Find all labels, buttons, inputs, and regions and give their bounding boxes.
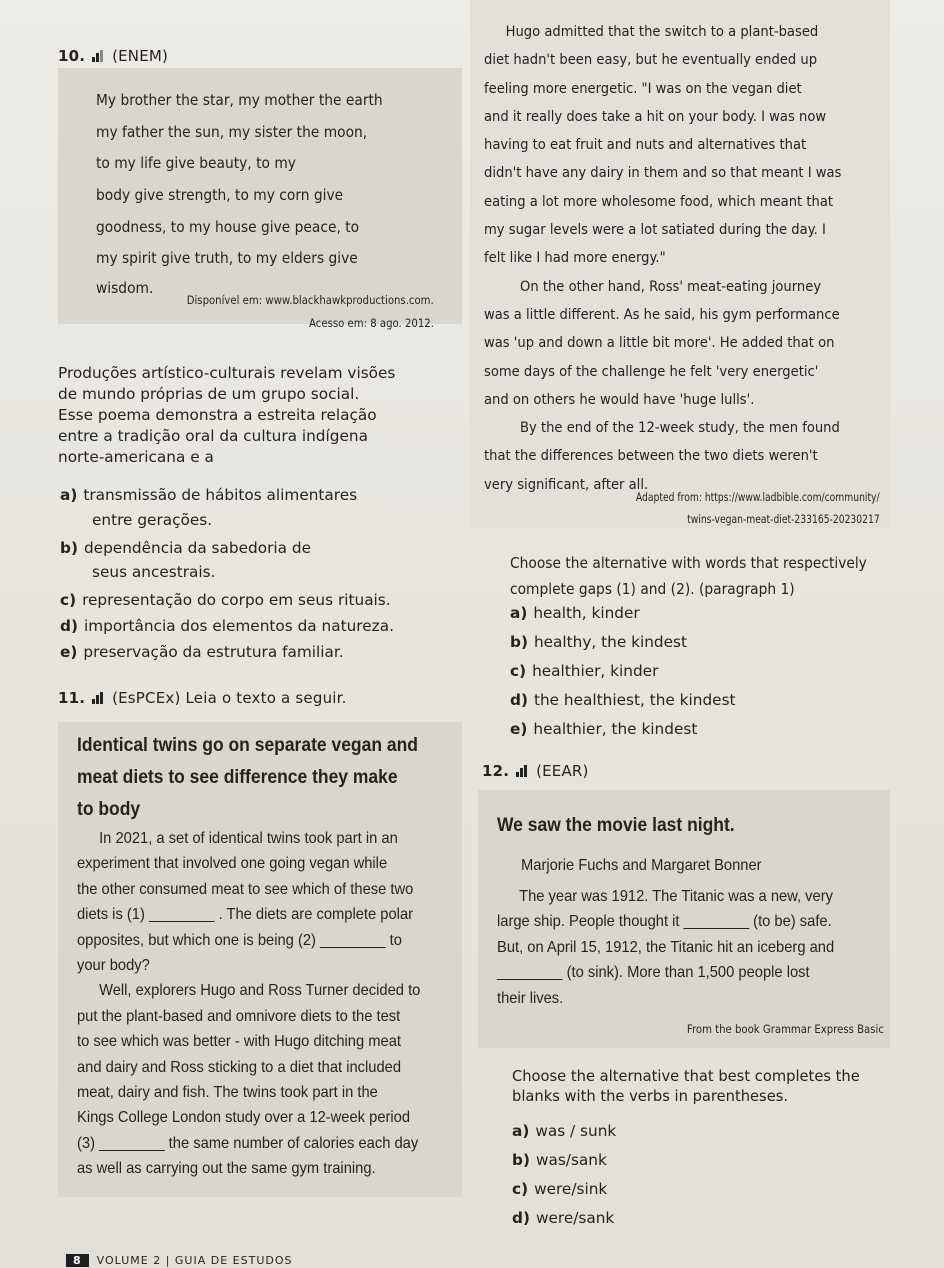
option-text: dependência da sabedoria de bbox=[83, 539, 311, 557]
text-line: On the other hand, Ross' meat-eating journey bbox=[520, 277, 822, 295]
poem-line: body give strength, to my corn give bbox=[96, 186, 344, 204]
option-b[interactable] bbox=[60, 539, 311, 557]
question-number: 11. bbox=[58, 689, 86, 707]
article-source: Adapted from: https://www.ladbible.com/community/ bbox=[636, 490, 880, 504]
difficulty-bars-icon bbox=[516, 765, 528, 777]
text-line: (3) ________ the same number of calories each day bbox=[77, 1134, 419, 1152]
text-line: Hugo admitted that the switch to a plant-based bbox=[505, 23, 819, 40]
option-text: was/sank bbox=[535, 1151, 607, 1169]
stem-line: de mundo próprias de um grupo social. bbox=[58, 385, 360, 403]
option-letter: b) bbox=[60, 539, 78, 557]
poem-line: my father the sun, my sister the moon, bbox=[96, 123, 368, 141]
grammar-authors: Marjorie Fuchs and Margaret Bonner bbox=[521, 857, 762, 874]
prompt-line: Choose the alternative with words that respectively bbox=[510, 554, 867, 572]
option-letter: c) bbox=[60, 591, 77, 609]
difficulty-bars-icon bbox=[92, 50, 104, 62]
question-number: 12. bbox=[482, 762, 510, 780]
text-line: was a little different. As he said, his gym performance bbox=[484, 305, 840, 323]
option-text: was / sunk bbox=[535, 1122, 617, 1140]
option-letter: b) bbox=[512, 1151, 530, 1169]
text-line: the other consumed meat to see which of these two bbox=[77, 880, 414, 898]
article-title bbox=[77, 730, 418, 826]
option-text: representação do corpo em seus rituais. bbox=[82, 591, 391, 609]
question-source: (EsPCEx) Leia o texto a seguir. bbox=[112, 689, 347, 707]
text-line: opposites, but which one is being (2) ________ to bbox=[77, 931, 402, 949]
question-10-stem bbox=[58, 364, 395, 469]
option-letter: d) bbox=[510, 691, 528, 709]
option-c[interactable] bbox=[60, 591, 391, 609]
option-c[interactable] bbox=[512, 1180, 607, 1198]
option-b[interactable] bbox=[512, 1151, 607, 1169]
option-letter: c) bbox=[512, 1180, 529, 1198]
text-line: my sugar levels were a lot satiated during the day. I bbox=[484, 221, 826, 239]
option-text: importância dos elementos da natureza. bbox=[83, 617, 394, 635]
poem-line: My brother the star, my mother the earth bbox=[96, 91, 383, 109]
option-letter: a) bbox=[60, 486, 78, 504]
text-line: didn't have any dairy in them and so that meant I was bbox=[484, 164, 842, 182]
option-letter: d) bbox=[60, 617, 78, 635]
article-text-left bbox=[77, 826, 420, 1182]
text-line: was 'up and down a little bit more'. He added that on bbox=[484, 334, 835, 352]
stem-line: Esse poema demonstra a estreita relação bbox=[58, 406, 377, 424]
question-12-header bbox=[482, 762, 589, 780]
text-line: their lives. bbox=[497, 989, 564, 1007]
poem-line: to my life give beauty, to my bbox=[96, 154, 296, 172]
question-number: 10. bbox=[58, 47, 86, 65]
question-11-prompt bbox=[510, 550, 867, 602]
stem-line: entre a tradição oral da cultura indígena bbox=[58, 427, 368, 445]
option-d[interactable] bbox=[510, 691, 736, 709]
text-line: very significant, after all. bbox=[484, 475, 649, 493]
option-text: preservação da estrutura familiar. bbox=[83, 643, 344, 661]
poem-line: wisdom. bbox=[96, 279, 154, 297]
question-source: (ENEM) bbox=[112, 47, 169, 65]
option-c[interactable] bbox=[510, 662, 658, 680]
title-line: to body bbox=[77, 799, 141, 820]
page-number: 8 bbox=[66, 1254, 89, 1267]
text-line: Kings College London study over a 12-week period bbox=[77, 1109, 411, 1127]
text-line: put the plant-based and omnivore diets to the test bbox=[77, 1007, 401, 1025]
question-source: (EEAR) bbox=[536, 762, 589, 780]
option-text: healthier, the kindest bbox=[533, 720, 698, 738]
grammar-title: We saw the movie last night. bbox=[497, 815, 735, 836]
option-a[interactable] bbox=[510, 604, 640, 622]
prompt-line: complete gaps (1) and (2). (paragraph 1) bbox=[510, 580, 795, 598]
option-letter: e) bbox=[60, 643, 78, 661]
poem-line: my spirit give truth, to my elders give bbox=[96, 249, 358, 267]
text-line: diet hadn't been easy, but he eventually ended up bbox=[484, 51, 818, 69]
page-footer bbox=[66, 1254, 293, 1267]
text-line: that the differences between the two diets weren't bbox=[484, 447, 818, 465]
text-line: to see which was better - with Hugo ditching meat bbox=[77, 1033, 401, 1051]
option-letter: e) bbox=[510, 720, 528, 738]
option-text: health, kinder bbox=[533, 604, 640, 622]
option-letter: c) bbox=[510, 662, 527, 680]
question-11-header bbox=[58, 689, 347, 707]
option-text: healthier, kinder bbox=[532, 662, 659, 680]
text-line: feeling more energetic. "I was on the vegan diet bbox=[484, 79, 802, 97]
text-line: and dairy and Ross sticking to a diet that included bbox=[77, 1058, 402, 1076]
difficulty-bars-icon bbox=[92, 692, 104, 704]
option-text: transmissão de hábitos alimentares bbox=[83, 486, 358, 504]
option-text: healthy, the kindest bbox=[533, 633, 688, 651]
option-e[interactable] bbox=[60, 643, 344, 661]
footer-text: VOLUME 2 | GUIA DE ESTUDOS bbox=[96, 1254, 293, 1267]
stem-line: norte-americana e a bbox=[58, 448, 214, 466]
text-line: By the end of the 12-week study, the men found bbox=[520, 419, 840, 437]
option-text: were/sank bbox=[535, 1209, 615, 1227]
prompt-line: Choose the alternative that best completes the bbox=[512, 1067, 860, 1085]
stem-line: Produções artístico-culturais revelam visões bbox=[58, 364, 396, 382]
text-line: meat, dairy and fish. The twins took part in the bbox=[77, 1084, 378, 1102]
question-10-header bbox=[58, 47, 168, 65]
option-a[interactable] bbox=[512, 1122, 616, 1140]
article-text-right bbox=[484, 18, 841, 499]
option-letter: d) bbox=[512, 1209, 530, 1227]
option-text: the healthiest, the kindest bbox=[533, 691, 736, 709]
grammar-source: From the book Grammar Express Basic bbox=[686, 1022, 884, 1036]
article-source-2: twins-vegan-meat-diet-233165-20230217 bbox=[687, 512, 880, 526]
prompt-line: blanks with the verbs in parentheses. bbox=[512, 1087, 789, 1105]
option-letter: b) bbox=[510, 633, 528, 651]
option-b-cont: seus ancestrais. bbox=[92, 563, 216, 581]
option-d[interactable] bbox=[512, 1209, 614, 1227]
text-line: felt like I had more energy." bbox=[484, 249, 666, 267]
text-line: experiment that involved one going vegan while bbox=[77, 855, 388, 873]
option-a-cont: entre gerações. bbox=[92, 511, 213, 529]
option-text: were/sink bbox=[534, 1180, 608, 1198]
poem-access-date: Acesso em: 8 ago. 2012. bbox=[309, 316, 434, 330]
option-e[interactable] bbox=[510, 720, 697, 738]
text-line: your body? bbox=[77, 957, 150, 975]
option-letter: a) bbox=[512, 1122, 530, 1140]
option-d[interactable] bbox=[60, 617, 394, 635]
text-line: diets is (1) ________ . The diets are complete polar bbox=[77, 906, 414, 924]
option-letter: a) bbox=[510, 604, 528, 622]
option-b[interactable] bbox=[510, 633, 687, 651]
text-line: and on others he would have 'huge lulls'. bbox=[484, 390, 755, 408]
text-line: Well, explorers Hugo and Ross Turner decided to bbox=[99, 982, 421, 1000]
poem-source: Disponível em: www.blackhawkproductions.com. bbox=[186, 293, 434, 307]
title-line: meat diets to see difference they make bbox=[77, 767, 398, 788]
text-line: eating a lot more wholesome food, which meant that bbox=[484, 192, 834, 210]
text-line: as well as carrying out the same gym training. bbox=[77, 1160, 376, 1178]
option-a[interactable] bbox=[60, 486, 357, 504]
text-line: ________ (to sink). More than 1,500 people lost bbox=[497, 964, 810, 982]
grammar-text bbox=[497, 884, 834, 1011]
text-line: But, on April 15, 1912, the Titanic hit an iceberg and bbox=[497, 938, 835, 956]
text-line: having to eat fruit and nuts and alternatives that bbox=[484, 136, 807, 154]
poem-line: goodness, to my house give peace, to bbox=[96, 218, 360, 236]
text-line: large ship. People thought it ________ (to be) safe. bbox=[497, 913, 832, 931]
text-line: some days of the challenge he felt 'very energetic' bbox=[484, 362, 819, 380]
text-line: The year was 1912. The Titanic was a new, very bbox=[519, 888, 834, 905]
title-line: Identical twins go on separate vegan and bbox=[77, 735, 418, 756]
text-line: and it really does take a hit on your body. I was now bbox=[484, 107, 827, 125]
question-12-prompt bbox=[512, 1066, 860, 1106]
text-line: In 2021, a set of identical twins took part in an bbox=[99, 830, 398, 847]
